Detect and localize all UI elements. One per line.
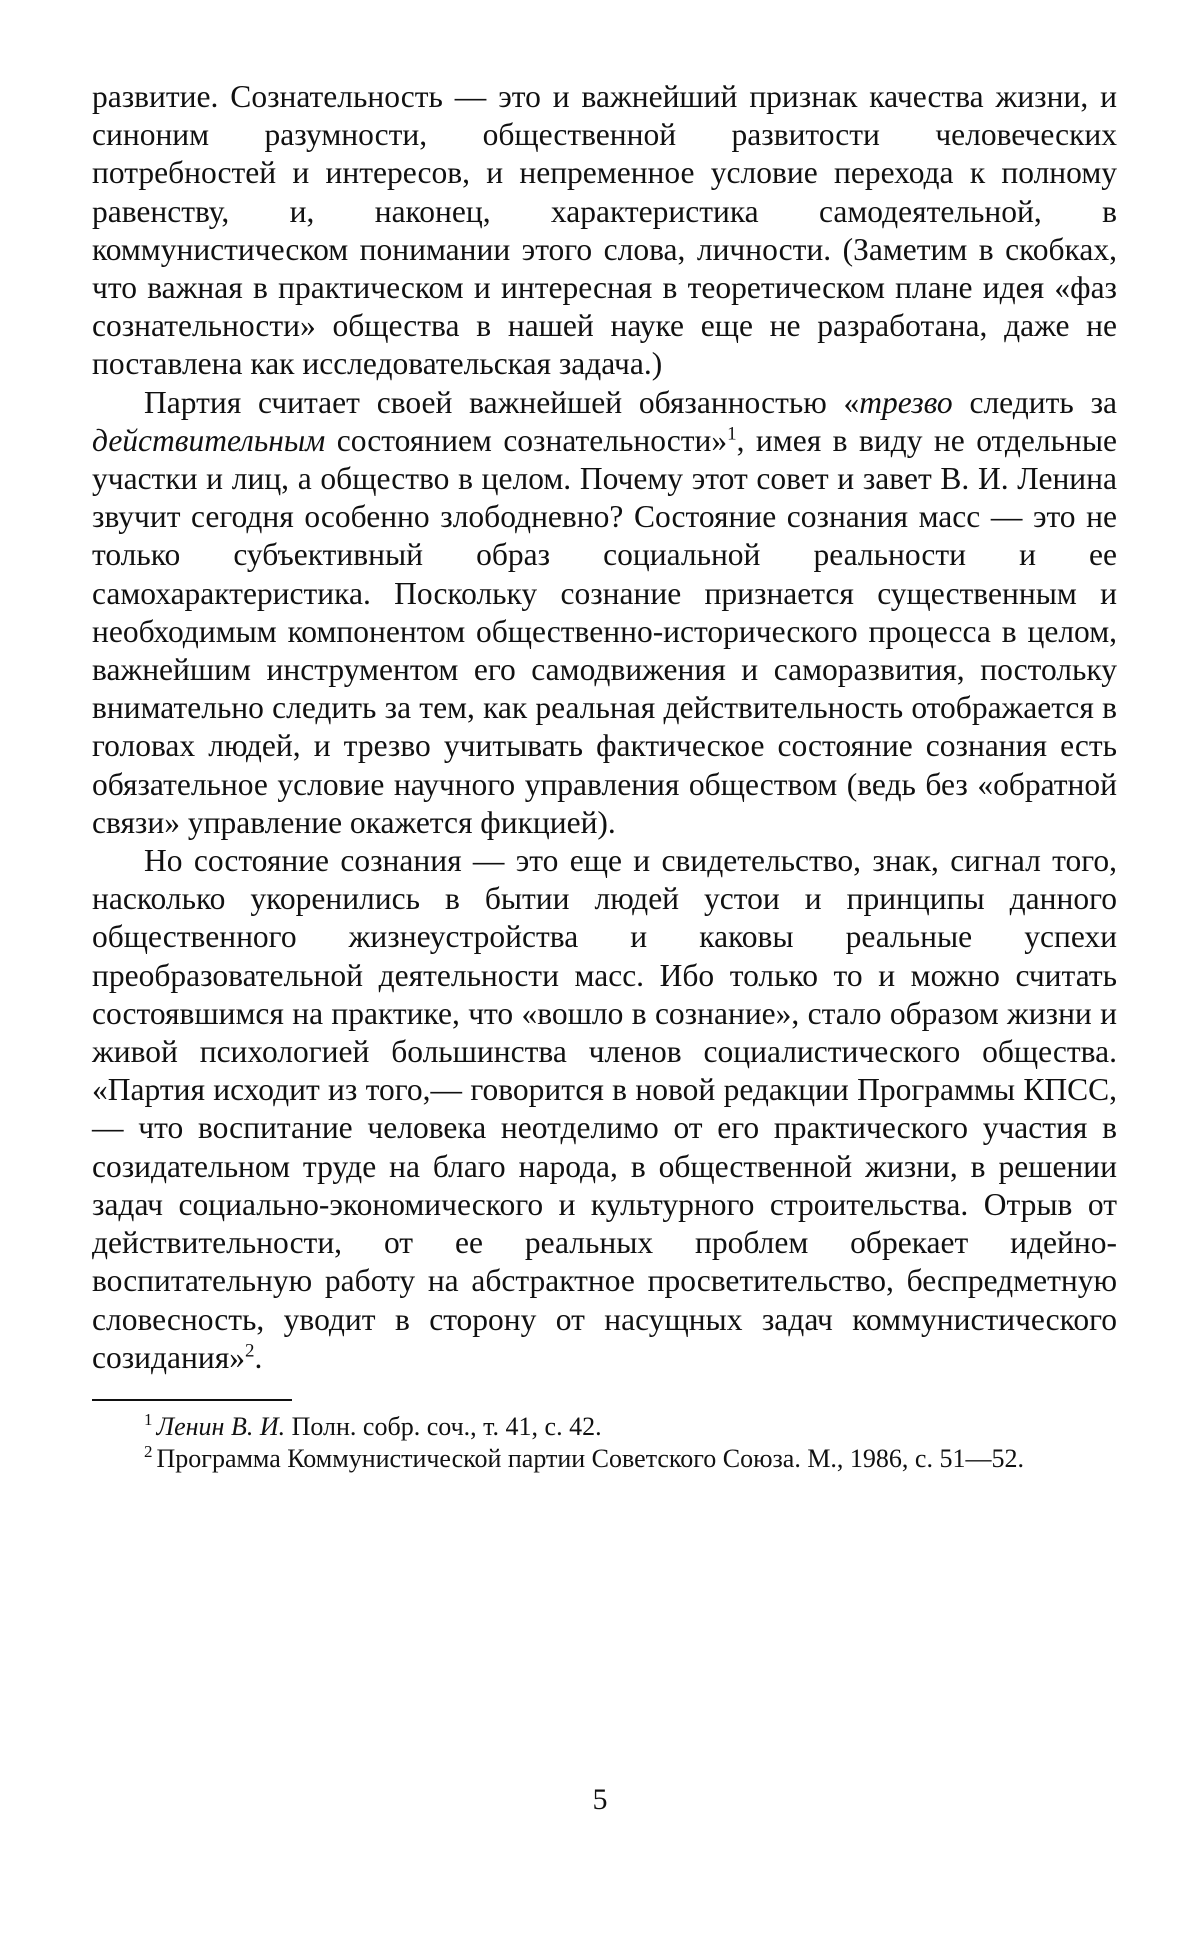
paragraph-3-tail: . bbox=[254, 1339, 263, 1375]
page-body bbox=[92, 78, 1117, 1475]
paragraph-2 bbox=[92, 384, 1117, 842]
footnote-1-text: Полн. собр. соч., т. 41, с. 42. bbox=[285, 1411, 602, 1441]
paragraph-3 bbox=[92, 842, 1117, 1377]
paragraph-3-text: Но состояние сознания — это еще и свидетельство, знак, сигнал того, насколько укоренились в бытии людей устои и принципы данного общественного жизнеустройства и каковы реальные успехи преобразовательной деятельности масс. Ибо только то и можно считать состоявшимся на практике, что «вошло в сознание», стало образом жизни и живой психологией большинства членов социалистического общества. «Партия исходит из того,— говорится в новой редакции Программы КПСС,— что воспитание человека неотделимо от его практического участия в созидательном труде на благо народа, в общественной жизни, в решении задач социально-экономического и культурного строительства. Отрыв от действительности, от ее реальных проблем обрекает идейно-воспитательную работу на абстрактное просветительство, беспредметную словесность, уводит в сторону от насущных задач коммунистического созидания» bbox=[92, 843, 1117, 1375]
footnote-2-number: 2 bbox=[144, 1442, 153, 1462]
footnote-1-number: 1 bbox=[144, 1410, 153, 1430]
footnote-ref-1: 1 bbox=[727, 423, 737, 445]
paragraph-1: развитие. Сознательность — это и важнейший признак качества жизни, и синоним разумности, общественной развитости человеческих потребностей и интересов, и непременное условие перехода к полному равенству, и, наконец, характеристика самодеятельной, в коммунистическом понимании этого слова, личности. (Заметим в скобках, что важная в практическом и интересная в теоретическом плане идея «фаз сознательности» общества в нашей науке еще не разработана, даже не поставлена как исследовательская задача.) bbox=[92, 79, 1117, 382]
paragraph-2-text-d: , имея в виду не отдельные участки и лиц, а общество в целом. Почему этот совет и завет В. И. Ленина звучит сегодня особенно злободневно? Состояние сознания масс — это не только субъективный образ социальной реальности и ее самохарактеристика. Поскольку сознание признается существенным и необходимым компонентом общественно-исторического процесса в целом, важнейшим инструментом его самодвижения и саморазвития, постольку внимательно следить за тем, как реальная действительность отображается в головах людей, и трезво учитывать фактическое состояние сознания есть обязательное условие научного управления обществом (ведь без «обратной связи» управление окажется фикцией). bbox=[92, 422, 1117, 840]
paragraph-2-emphasis-a: трезво bbox=[859, 384, 953, 420]
paragraph-2-text-c: состоянием сознательности» bbox=[325, 422, 728, 458]
paragraph-2-emphasis-b: действительным bbox=[92, 422, 326, 458]
footnote-2-text: Программа Коммунистической партии Советского Союза. М., 1986, с. 51—52. bbox=[156, 1443, 1024, 1473]
footnote-1 bbox=[92, 1411, 1117, 1443]
footnote-1-author: Ленин В. И. bbox=[156, 1411, 286, 1441]
footnote-divider bbox=[92, 1399, 292, 1401]
paragraph-2-text-a: Партия считает своей важнейшей обязанностью « bbox=[144, 384, 860, 420]
footnote-ref-2: 2 bbox=[245, 1340, 255, 1362]
footnote-2 bbox=[92, 1443, 1117, 1475]
page-number: 5 bbox=[592, 1783, 608, 1816]
paragraph-2-text-b: следить за bbox=[952, 384, 1117, 420]
